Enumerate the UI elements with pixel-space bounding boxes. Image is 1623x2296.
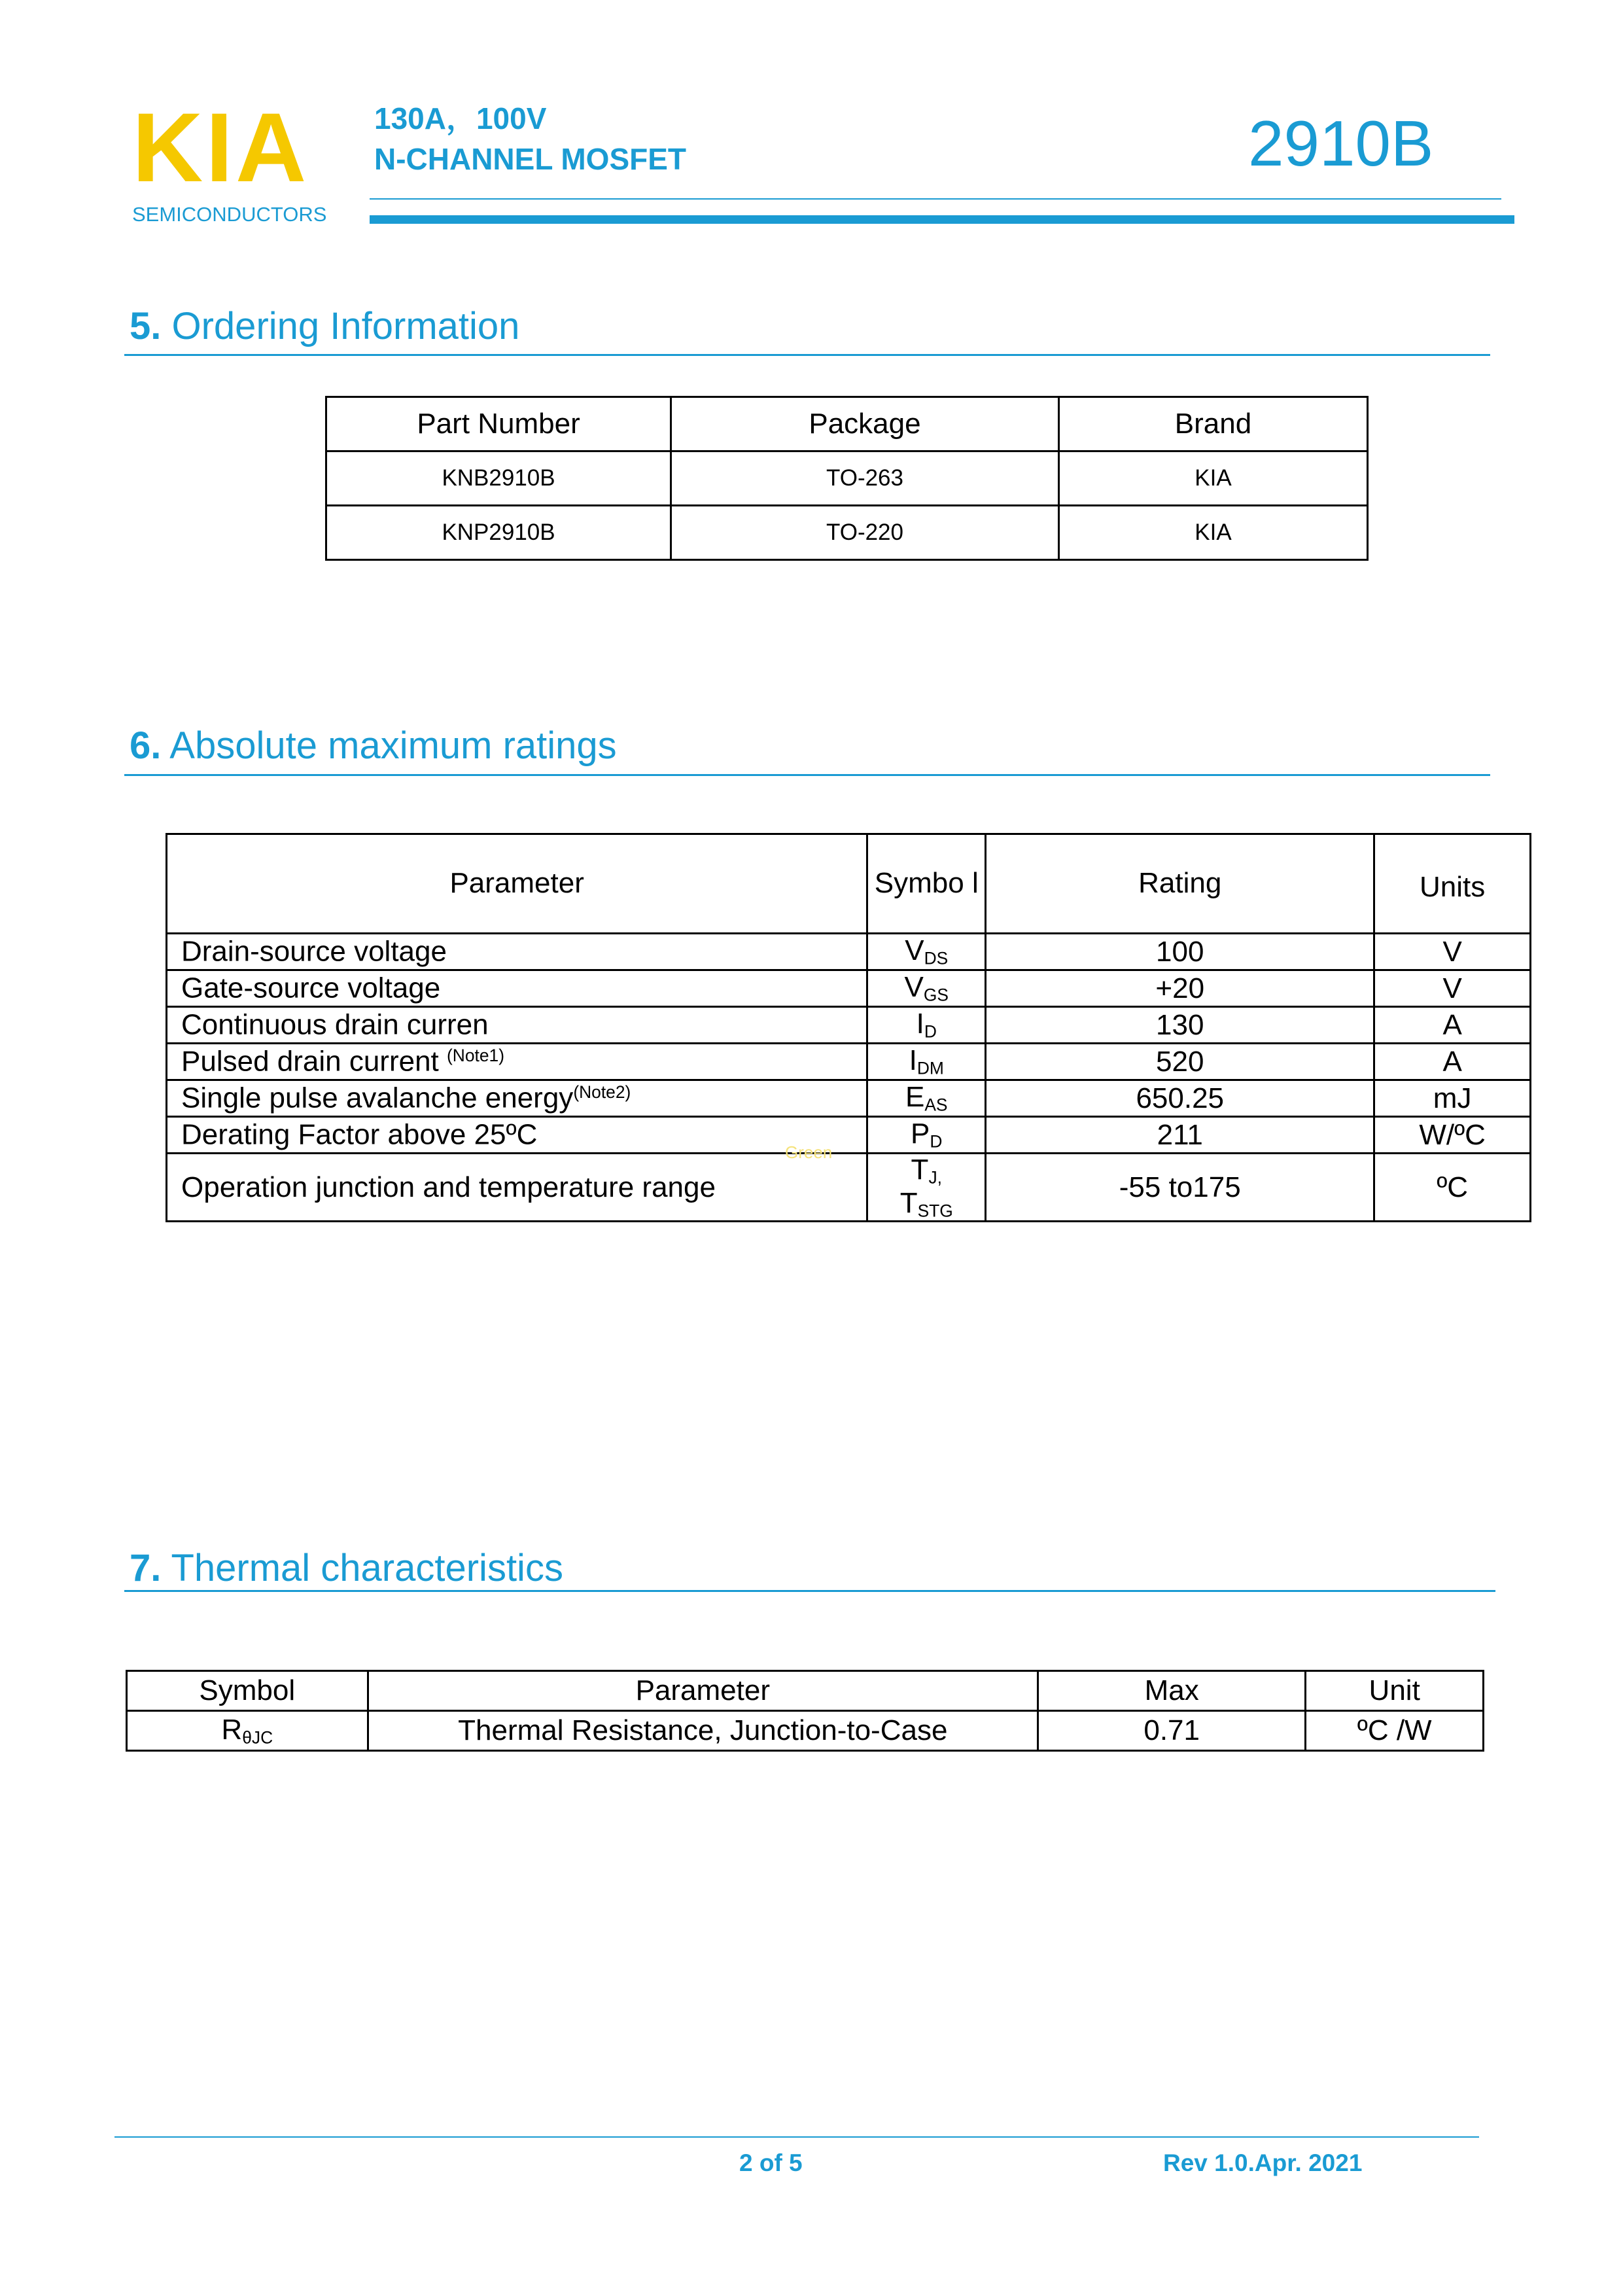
note-ref: (Note1) — [447, 1046, 504, 1066]
section-number: 5. — [130, 305, 162, 347]
section-title-text: Ordering Information — [171, 305, 520, 347]
symbol-sub: D — [930, 1131, 943, 1152]
unit-cell: A — [1374, 1007, 1531, 1044]
header-rule-thin — [370, 198, 1501, 200]
symbol-main: T — [899, 1186, 918, 1219]
parameter-cell — [167, 1117, 867, 1154]
section-rule — [124, 774, 1490, 776]
section-rule — [124, 354, 1490, 356]
table-row — [167, 1117, 1531, 1154]
section-title-ordering — [130, 305, 520, 347]
table-row — [167, 1080, 1531, 1117]
rating-cell: 211 — [986, 1117, 1374, 1154]
symbol-main: V — [905, 934, 924, 966]
header-part-number: 2910B — [1248, 107, 1434, 179]
table-header-row — [167, 834, 1531, 934]
section-title-absolute — [130, 724, 617, 767]
section-title-text: Absolute maximum ratings — [169, 724, 617, 767]
column-header: Parameter — [368, 1671, 1038, 1711]
symbol-sub: AS — [924, 1095, 948, 1115]
unit-cell: mJ — [1374, 1080, 1531, 1117]
section-title-text: Thermal characteristics — [171, 1547, 563, 1589]
footer-rule — [114, 2136, 1479, 2138]
column-header: Part Number — [326, 397, 671, 451]
table-row — [167, 1154, 1531, 1222]
parameter-cell — [167, 934, 867, 970]
unit-cell: ºC — [1374, 1154, 1531, 1222]
column-header: Max — [1038, 1671, 1306, 1711]
revision-label: Rev 1.0.Apr. 2021 — [1163, 2149, 1363, 2176]
rating-cell: 130 — [986, 1007, 1374, 1044]
parameter-text: Derating Factor above 25ºC — [181, 1118, 538, 1151]
table-header-row — [326, 397, 1368, 451]
parameter-text: Pulsed drain current — [181, 1045, 447, 1078]
symbol-main: R — [221, 1713, 243, 1746]
symbol-cell — [867, 1007, 986, 1044]
rating-cell: 650.25 — [986, 1080, 1374, 1117]
symbol-cell — [867, 1117, 986, 1154]
parameter-cell — [167, 970, 867, 1007]
unit-cell: W/ºC — [1374, 1117, 1531, 1154]
header-rating-line: 130A，100V — [374, 101, 547, 135]
symbol-sub: θJC — [242, 1727, 273, 1748]
column-header: Symbo l — [867, 834, 986, 934]
symbol-sub: D — [924, 1021, 937, 1042]
parameter-cell: Operation junction and temperature range — [167, 1154, 867, 1222]
symbol-sub: J, — [928, 1167, 942, 1188]
table-row — [326, 506, 1368, 560]
column-header: Package — [671, 397, 1059, 451]
brand-cell: KIA — [1058, 506, 1367, 560]
column-header: Rating — [986, 834, 1374, 934]
section-title-thermal — [130, 1549, 563, 1587]
logo-subtitle: SEMICONDUCTORS — [132, 203, 327, 226]
note-ref: (Note2) — [573, 1082, 631, 1103]
absolute-ratings-table — [166, 833, 1531, 1222]
symbol-main: T — [911, 1154, 929, 1186]
symbol-main: P — [911, 1118, 930, 1150]
unit-cell: V — [1374, 970, 1531, 1007]
parameter-cell — [167, 1044, 867, 1080]
page-number: 2 of 5 — [739, 2149, 803, 2176]
unit-cell: A — [1374, 1044, 1531, 1080]
watermark: Green — [785, 1142, 833, 1162]
symbol-main: E — [905, 1081, 925, 1113]
thermal-table — [126, 1670, 1484, 1752]
section-number: 7. — [130, 1547, 162, 1589]
rating-cell: 520 — [986, 1044, 1374, 1080]
header-rule-thick — [370, 215, 1514, 224]
table-row — [167, 970, 1531, 1007]
table-row — [167, 1044, 1531, 1080]
symbol-cell — [867, 1154, 986, 1222]
ordering-table — [325, 396, 1369, 561]
max-cell: 0.71 — [1038, 1711, 1306, 1751]
symbol-sub: GS — [923, 985, 949, 1005]
symbol-cell — [867, 934, 986, 970]
table-row — [167, 934, 1531, 970]
rating-cell: -55 to175 — [986, 1154, 1374, 1222]
rating-cell: 100 — [986, 934, 1374, 970]
symbol-cell — [867, 1080, 986, 1117]
table-row — [127, 1711, 1484, 1751]
section-number: 6. — [130, 724, 162, 767]
parameter-cell: Thermal Resistance, Junction-to-Case — [368, 1711, 1038, 1751]
column-header: Units — [1374, 834, 1531, 934]
part-number-cell: KNB2910B — [326, 451, 671, 506]
package-cell: TO-263 — [671, 451, 1059, 506]
symbol-cell — [127, 1711, 368, 1751]
symbol-sub: DM — [916, 1058, 944, 1078]
parameter-text: Single pulse avalanche energy — [181, 1082, 574, 1114]
part-number-cell: KNP2910B — [326, 506, 671, 560]
header-device-type: N-CHANNEL MOSFET — [374, 142, 687, 176]
rating-cell: +20 — [986, 970, 1374, 1007]
unit-cell: ºC /W — [1306, 1711, 1484, 1751]
table-row — [326, 451, 1368, 506]
parameter-cell — [167, 1080, 867, 1117]
column-header: Parameter — [167, 834, 867, 934]
symbol-sub: STG — [917, 1201, 953, 1221]
table-header-row — [127, 1671, 1484, 1711]
symbol-main: V — [904, 971, 924, 1003]
section-rule — [124, 1590, 1495, 1592]
package-cell: TO-220 — [671, 506, 1059, 560]
symbol-sub: DS — [924, 948, 949, 968]
brand-cell: KIA — [1058, 451, 1367, 506]
symbol-main: I — [909, 1044, 917, 1076]
parameter-text: Continuous drain curren — [181, 1008, 489, 1041]
symbol-cell — [867, 970, 986, 1007]
table-row — [167, 1007, 1531, 1044]
symbol-line — [868, 1188, 985, 1221]
parameter-text: Gate-source voltage — [181, 972, 441, 1004]
unit-cell: V — [1374, 934, 1531, 970]
column-header: Symbol — [127, 1671, 368, 1711]
parameter-text: Drain-source voltage — [181, 935, 447, 968]
kia-logo: KIA — [132, 92, 309, 202]
symbol-main: I — [916, 1008, 924, 1040]
column-header: Brand — [1058, 397, 1367, 451]
column-header: Unit — [1306, 1671, 1484, 1711]
symbol-line — [868, 1154, 985, 1188]
symbol-cell — [867, 1044, 986, 1080]
parameter-cell — [167, 1007, 867, 1044]
